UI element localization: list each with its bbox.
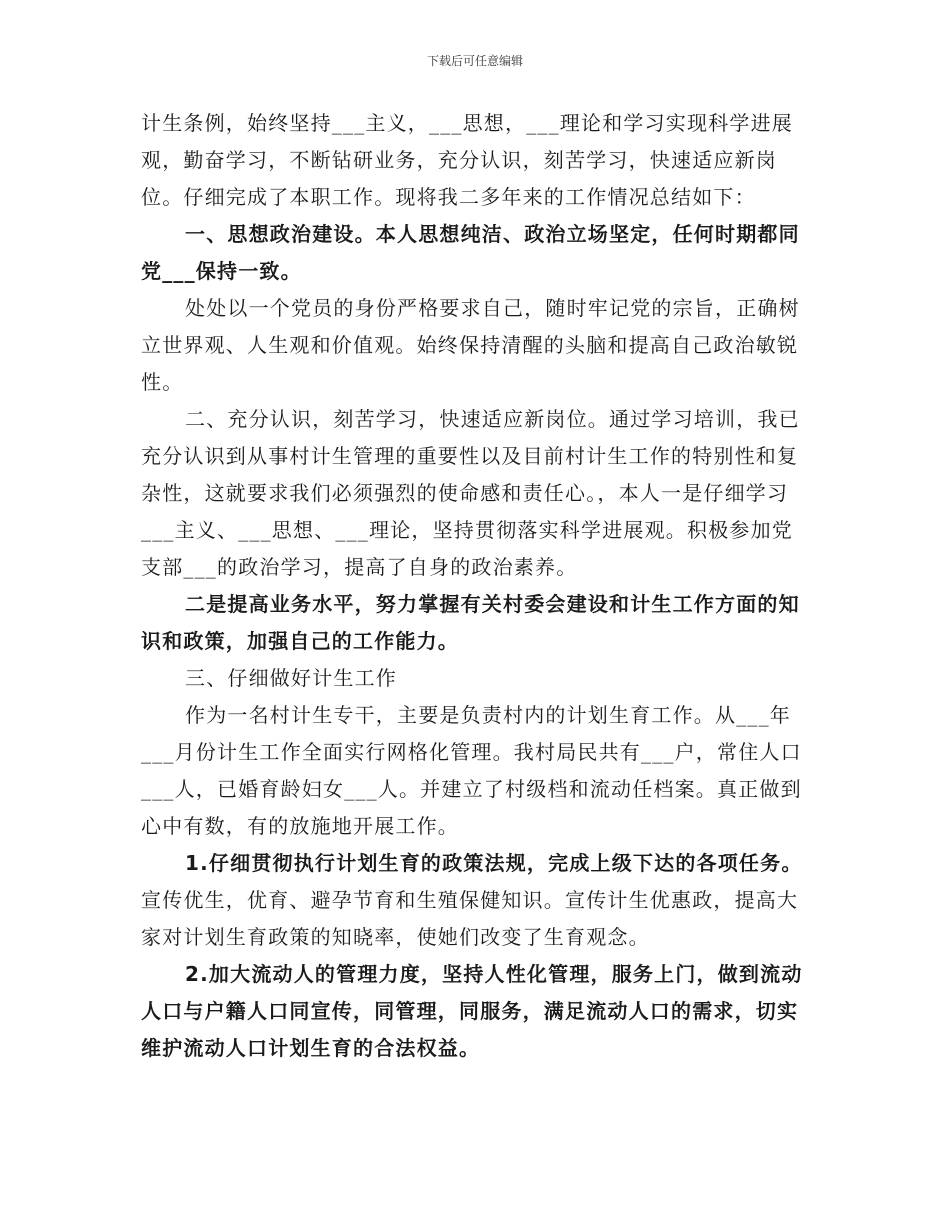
item-1-text: 宣传优生，优育、避孕节育和生殖保健知识。宣传计生优惠政，提高大家对计划生育政策的知晓率，使她们改变了生育观念。 [141, 888, 799, 949]
paragraph-business-level: 二是提高业务水平，努力掌握有关村委会建设和计生工作方面的知识和政策，加强自己的工作能力。 [141, 592, 800, 653]
paragraph-intro: 计生条例，始终坚持___主义，___思想，___理论和学习实现科学进展观，勤奋学习，不断钻研业务，充分认识，刻苦学习，快速适应新岗位。仔细完成了本职工作。现将我二多年来的工作情况总结如下： [141, 111, 793, 209]
paragraph-item-1 [141, 845, 811, 956]
section-heading-family-planning: 三、仔细做好计生工作 [185, 666, 397, 690]
document-body [141, 105, 811, 1067]
item-1-heading: 1.仔细贯彻执行计划生育的政策法规，完成上级下达的各项任务。 [185, 851, 803, 875]
paragraph-political: 处处以一个党员的身份严格要求自己，随时牢记党的宗旨，正确树立世界观、人生观和价值观。始终保持清醒的头脑和提高自己政治敏锐性。 [141, 296, 800, 394]
paragraph-family-planning: 作为一名村计生专干，主要是负责村内的计划生育工作。从___年___月份计生工作全面实行网格化管理。我村局民共有___户，常住人口___人，已婚育龄妇女___人。并建立了村级档和流动任档案。真正做到心中有数，有的放施地开展工作。 [141, 703, 802, 838]
page-header: 下载后可任意编辑 [426, 54, 523, 68]
section-heading-political: 一、思想政治建设。本人思想纯洁、政治立场坚定，任何时期都同党___保持一致。 [141, 222, 800, 283]
paragraph-learning: 二、充分认识，刻苦学习，快速适应新岗位。通过学习培训，我已充分认识到从事村计生管理的重要性以及目前村计生工作的特别性和复杂性，这就要求我们必须强烈的使命感和责任心。，本人一是仔细学习___主义、___思想、___理论，坚持贯彻落实科学进展观。积极参加党支部___的政治学习，提高了自身的政治素养。 [141, 407, 800, 579]
paragraph-item-2: 2.加大流动人的管理力度，坚持人性化管理，服务上门，做到流动人口与户籍人口同宣传，同管理，同服务，满足流动人口的需求，切实维护流动人口计划生育的合法权益。 [141, 962, 803, 1060]
